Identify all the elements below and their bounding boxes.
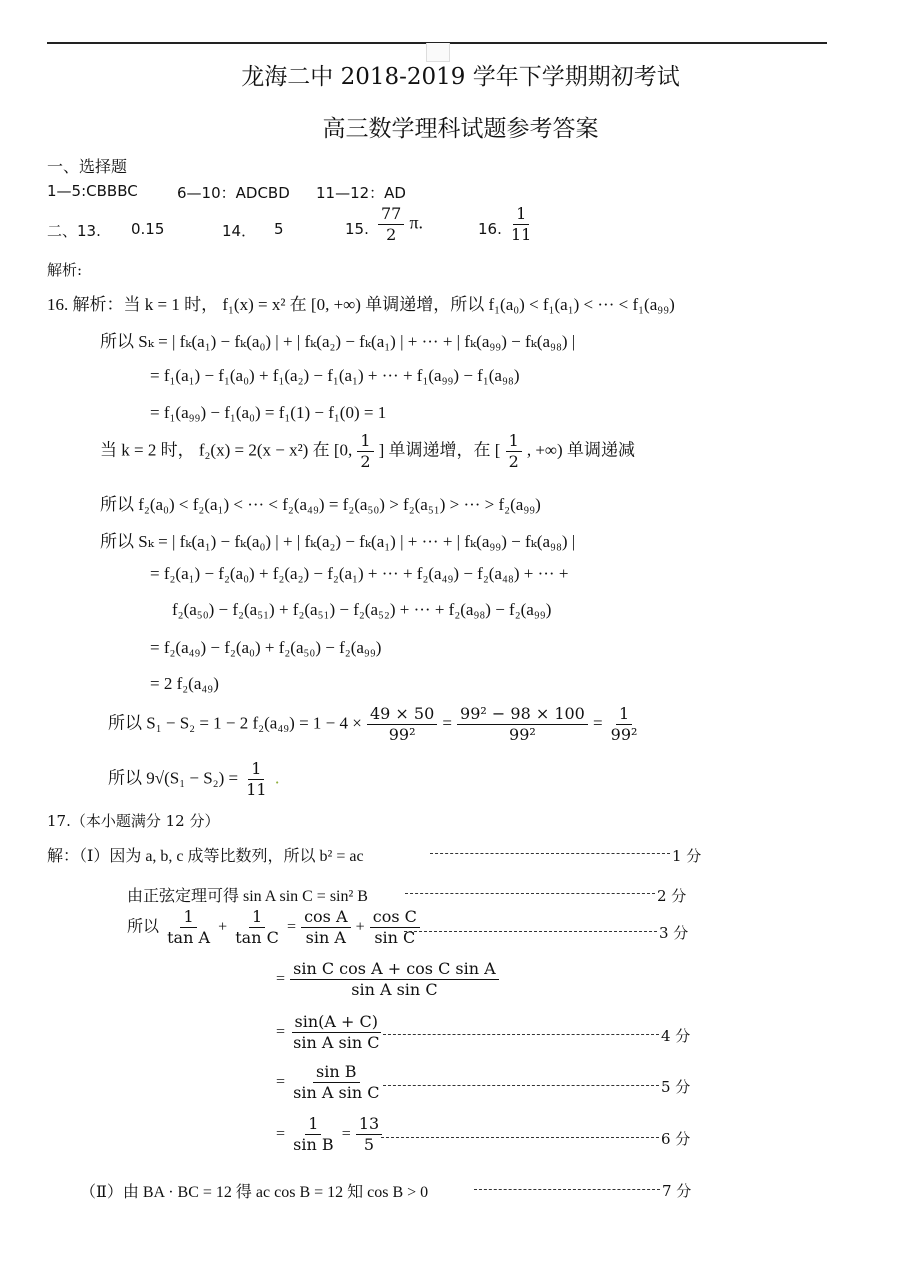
q17-l2: 由正弦定理可得 sin A sin C = sin² B [127, 888, 368, 905]
answer-14: 5 [274, 220, 284, 238]
q17-l1-score: 1 分 [672, 847, 702, 865]
q17-l6-score: 5 分 [661, 1078, 691, 1096]
analysis-label: 解析: [47, 261, 83, 279]
q17-l1: 解：（Ⅰ）因为 a, b, c 成等比数列，所以 b² = ac [47, 848, 364, 865]
q16-line10: = f₂(a₄₉) − f₂(a₀) + f₂(a₅₀) − f₂(a₉₉) [150, 638, 382, 657]
q17-l8-leader [474, 1189, 660, 1190]
q16-line13: 所以 9√(S₁ − S₂) = $\frac{1}{11}$ . [108, 759, 280, 799]
fill-prefix: 二、13. [47, 222, 101, 240]
q17-l4: = $\frac{\text{sin C cos A + cos C sin A}}{\text{sin A sin C}}$ [276, 960, 499, 998]
q16-line5: 当 k = 2 时， f₂(x) = 2(x − x²) 在 [0, $\frac{1}{2}$ ] 单调递增，在 [ $\frac{1}{2}$ , +∞) 单调递减 [100, 431, 635, 471]
q17-l6-leader [383, 1085, 659, 1086]
answer-16: $\frac{1}{11}$ [511, 204, 532, 244]
answer-15: $\frac{77}{2}$ π. [378, 205, 423, 243]
q17-l8-score: 7 分 [662, 1182, 692, 1200]
question-15: 15. [345, 220, 369, 238]
question-14: 14． [222, 222, 257, 240]
question-16: 16. [478, 220, 502, 238]
q16-line8: = f₂(a₁) − f₂(a₀) + f₂(a₂) − f₂(a₁) + ··· + f₂(a₄₉) − f₂(a₄₈) + ··· + [150, 564, 569, 583]
q17-l6: = $\frac{\text{sin B}}{\text{sin A sin C}}$ [276, 1062, 380, 1102]
q17-l7: = $\frac{1}{\text{sin B}}$ = $\frac{13}{5}$ [276, 1115, 382, 1153]
choice-answers-3: 11—12：AD [316, 184, 406, 202]
section1-heading: 一、选择题 [47, 157, 128, 176]
q17-l2-score: 2 分 [657, 887, 687, 905]
q17-l3-leader [404, 931, 657, 932]
q16-line12: 所以 S₁ − S₂ = 1 − 2 f₂(a₄₉) = 1 − 4 × $\frac{49 \times 50}{\text{99²}}$ = $\frac{\text{99² − 98 × 100}}{\text{99²}}$ = $\frac{1}{\text{99²}}$ [108, 704, 638, 744]
q17-l5-score: 4 分 [661, 1027, 691, 1045]
q17-l5-leader [383, 1034, 659, 1035]
q17-l2-leader [405, 893, 655, 894]
q16-line4: = f₁(a₉₉) − f₁(a₀) = f₁(1) − f₁(0) = 1 [150, 403, 387, 422]
q16-line3: = f₁(a₁) − f₁(a₀) + f₁(a₂) − f₁(a₁) + ··· + f₁(a₉₉) − f₁(a₉₈) [150, 366, 520, 385]
q17-l8: （Ⅱ）由 BA · BC = 12 得 ac cos B = 12 知 cos B > 0 [80, 1184, 429, 1201]
choice-answers-2: 6—10：ADCBD [177, 184, 290, 202]
answer-13: 0.15 [131, 220, 165, 238]
title-line1: 龙海二中 2018-2019 学年下学期期初考试 [241, 64, 680, 90]
q17-l1-leader [430, 853, 670, 854]
q17-l3-score: 3 分 [659, 924, 689, 942]
q17-heading: 17.（本小题满分 12 分） [47, 812, 220, 830]
q16-line7: 所以 Sₖ = | fₖ(a₁) − fₖ(a₀) | + | fₖ(a₂) − fₖ(a₁) | + ··· + | fₖ(a₉₉) − fₖ(a₉₈) | [100, 532, 576, 551]
q16-line9: f₂(a₅₀) − f₂(a₅₁) + f₂(a₅₁) − f₂(a₅₂) + ··· + f₂(a₉₈) − f₂(a₉₉) [172, 600, 552, 619]
q17-l7-leader [381, 1137, 659, 1138]
q17-l7-score: 6 分 [661, 1130, 691, 1148]
q16-line1: 16. 解析：当 k = 1 时， f₁(x) = x² 在 [0, +∞) 单调递增，所以 f₁(a₀) < f₁(a₁) < ··· < f₁(a₉₉) [47, 295, 675, 314]
q16-line11: = 2 f₂(a₄₉) [150, 674, 219, 693]
q17-l5: = $\frac{\sin(A + C)}{\text{sin A sin C}}$ [276, 1012, 380, 1052]
q16-line6: 所以 f₂(a₀) < f₂(a₁) < ··· < f₂(a₄₉) = f₂(a₅₀) > f₂(a₅₁) > ··· > f₂(a₉₉) [100, 495, 541, 514]
title-line2: 高三数学理科试题参考答案 [322, 116, 599, 142]
q17-l3: 所以 $\frac{1}{\text{tan A}}$ + $\frac{1}{\text{tan C}}$ = $\frac{\text{cos A}}{\text{sin A}}$ + $\frac{\text{cos C}}{\text{sin C}}$ [127, 908, 420, 946]
choice-answers-1: 1—5:CBBBC [47, 182, 138, 200]
q16-line2: 所以 Sₖ = | fₖ(a₁) − fₖ(a₀) | + | fₖ(a₂) − fₖ(a₁) | + ··· + | fₖ(a₉₉) − fₖ(a₉₈) | [100, 332, 576, 351]
